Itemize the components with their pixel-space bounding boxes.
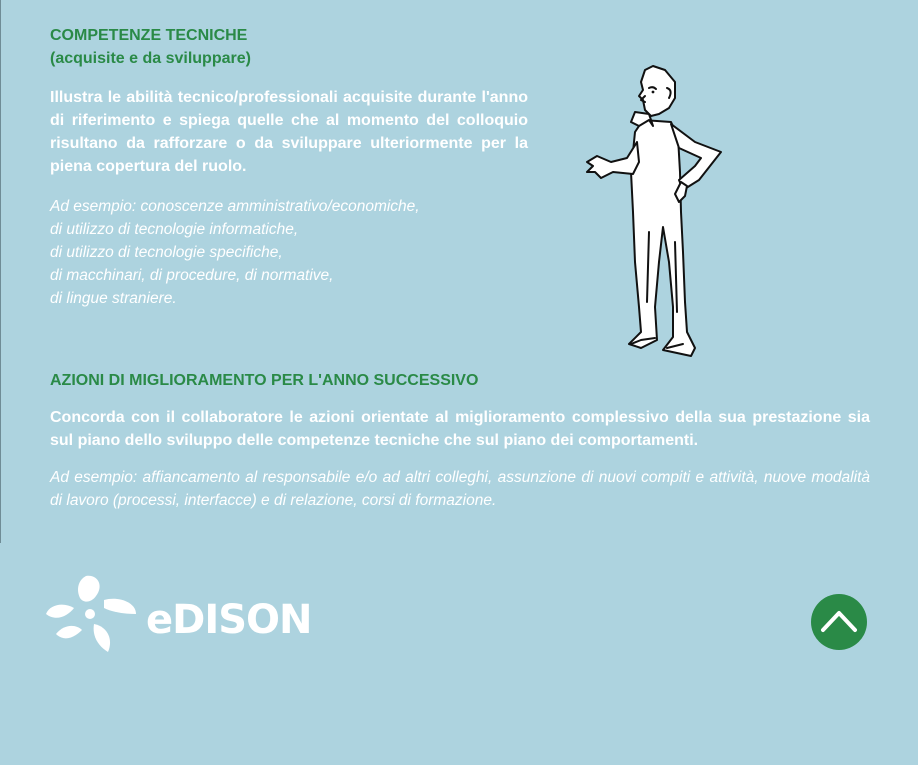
example-line: Ad esempio: conoscenze amministrativo/economiche, bbox=[50, 198, 420, 215]
azioni-description: Concorda con il collaboratore le azioni orientate al miglioramento complessivo della sua prestazione sia sul piano dello sviluppo delle competenze tecniche che sul piano dei comportamenti. bbox=[50, 409, 870, 449]
azioni-title: AZIONI DI MIGLIORAMENTO PER L'ANNO SUCCESSIVO bbox=[50, 372, 479, 389]
standing-man-illustration bbox=[583, 62, 728, 362]
example-line: di utilizzo di tecnologie specifiche, bbox=[50, 244, 283, 261]
azioni-examples: Ad esempio: affiancamento al responsabile e/o ad altri colleghi, assunzione di nuovi compiti e attività, nuove modalità di lavoro (processi, interfacce) e di relazione, corsi di formazione. bbox=[50, 469, 870, 509]
competenze-title: COMPETENZE TECNICHE bbox=[50, 27, 248, 44]
edison-logo bbox=[46, 574, 326, 664]
left-border-rule bbox=[0, 0, 1, 543]
scroll-to-top-button[interactable] bbox=[811, 594, 867, 650]
chevron-up-icon bbox=[811, 594, 867, 650]
competenze-subtitle: (acquisite e da sviluppare) bbox=[50, 50, 251, 67]
example-line: di macchinari, di procedure, di normative, bbox=[50, 267, 334, 284]
competenze-description: Illustra le abilità tecnico/professionali acquisite durante l'anno di riferimento e spiega quelle che al momento del colloquio risultano da rafforzare o da sviluppare ulteriormente per la piena copertura del ruolo. bbox=[50, 89, 528, 175]
edison-flower-icon bbox=[46, 574, 141, 660]
edison-wordmark: eDISON bbox=[146, 597, 312, 643]
competenze-examples bbox=[50, 195, 528, 310]
azioni-section bbox=[50, 369, 870, 512]
example-line: di lingue straniere. bbox=[50, 290, 177, 307]
example-line: di utilizzo di tecnologie informatiche, bbox=[50, 221, 299, 238]
competenze-section bbox=[50, 24, 528, 310]
